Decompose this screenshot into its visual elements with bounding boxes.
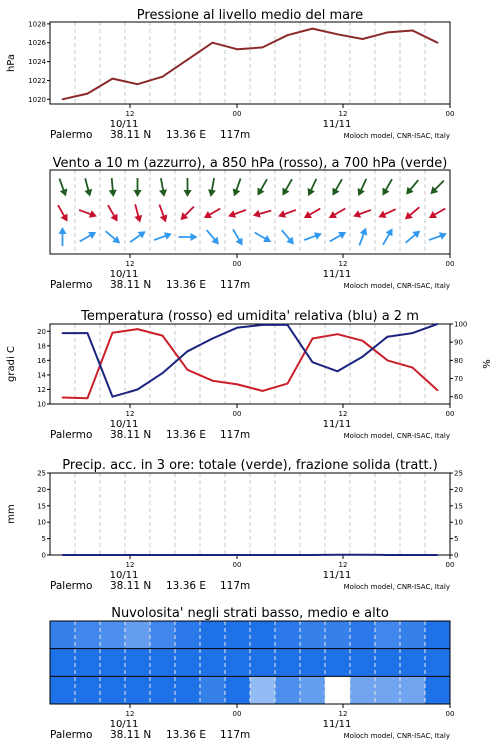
location-city: Palermo [50,580,93,592]
date-label: 10/11 [109,570,139,581]
data-point [312,338,314,340]
date-label: 11/11 [322,119,352,130]
data-point [262,390,264,392]
y-tick-label-right: 10 [454,518,463,527]
data-point [162,76,164,78]
y-tick-label: 15 [37,502,46,511]
cloud-cell [100,676,125,704]
model-label: Moloch model, CNR-ISAC, Italy [343,583,450,591]
data-point [412,554,414,556]
cloud-cell [125,621,150,649]
cloud-cell [225,649,250,677]
y-tick-label: 25 [37,469,46,478]
location-elevation: 117m [220,279,251,291]
cloud-cell [400,621,425,649]
wind-arrow [329,177,345,197]
wind-arrow [56,177,70,198]
cloud-cell [350,649,375,677]
wind-arrow [402,204,422,222]
cloud-cell [275,676,300,704]
location-city: Palermo [50,129,93,141]
cloud-cell [375,649,400,677]
wind-arrow [279,177,295,197]
y-axis-label: gradi C [6,346,17,382]
chart-title: Pressione al livello medio del mare [136,8,364,23]
wind-arrow [153,230,174,244]
location-city: Palermo [50,729,93,741]
x-tick-label: 00 [445,710,455,718]
data-point [437,323,439,325]
data-point [87,397,89,399]
location-lat: 38.11 N [110,129,152,141]
cloud-cell [275,649,300,677]
chart-title: Vento a 10 m (azzurro), a 850 hPa (rosso), a 700 hPa (verde) [52,156,448,171]
location-lat: 38.11 N [110,429,152,441]
y-tick-label-right: 90 [454,338,463,347]
x-tick-label: 00 [445,260,455,268]
wind-arrow [230,227,246,247]
cloud-cell [275,621,300,649]
data-point [312,554,314,556]
cloud-cell [125,676,150,704]
wind-arrow [207,177,218,197]
data-point [212,380,214,382]
cloud-cell [200,676,225,704]
data-point [362,38,364,40]
wind-arrow [103,228,123,246]
y-tick-label: 5 [41,535,46,544]
data-point [287,34,289,36]
x-tick-label: 12 [338,110,348,118]
wind-arrow [253,229,273,245]
data-point [287,383,289,385]
arrow-head [305,188,315,198]
x-tick-label: 00 [232,110,242,118]
data-point [87,332,89,334]
cloud-cell [150,621,175,649]
wind-arrow [403,228,423,246]
model-label: Moloch model, CNR-ISAC, Italy [343,432,450,440]
wind-arrow [356,226,370,247]
panel-2 [50,170,454,291]
data-point [312,28,314,30]
model-label: Moloch model, CNR-ISAC, Italy [343,282,450,290]
arrow-head [360,226,370,235]
arrow-head [263,235,273,245]
wind-arrow [428,178,447,197]
y-tick-label-right: 100 [454,320,468,329]
wind-arrow [302,205,322,221]
wind-arrow [178,204,197,223]
cloud-cell [50,621,75,649]
data-point [112,332,114,334]
cloud-cell [375,676,400,704]
arrow-head [61,214,71,224]
model-label: Moloch model, CNR-ISAC, Italy [343,732,450,740]
wind-arrow [204,228,222,248]
arrow-head [134,190,142,197]
wind-arrow [277,206,298,220]
y-tick-label-right: 15 [454,502,463,511]
y-tick-label: 1024 [28,58,46,67]
arrow-head [88,229,98,239]
data-point [212,554,214,556]
data-point [412,332,414,334]
data-point [62,397,64,399]
x-tick-label: 12 [338,410,348,418]
x-tick-label: 12 [338,561,348,569]
location-lat: 38.11 N [110,279,152,291]
data-point [237,327,239,329]
data-point [362,340,364,342]
data-point [287,554,289,556]
location-elevation: 117m [220,129,251,141]
x-tick-label: 00 [232,561,242,569]
cloud-cell [375,621,400,649]
data-point [137,83,139,85]
plot-frame [50,473,450,555]
cloud-cell [150,649,175,677]
x-tick-label: 00 [232,260,242,268]
x-tick-label: 00 [445,410,455,418]
x-tick-label: 12 [125,710,135,718]
model-label: Moloch model, CNR-ISAC, Italy [343,132,450,140]
wind-arrow [81,177,94,197]
arrow-head [202,211,212,221]
data-point [137,554,139,556]
chart-title: Nuvolosita' negli strati basso, medio e alto [111,606,389,621]
y-tick-label: 20 [37,327,46,336]
location-lon: 13.36 E [166,279,207,291]
wind-arrow [230,177,244,198]
arrow-head [352,210,361,220]
x-tick-label: 00 [232,410,242,418]
cloud-cell [100,649,125,677]
cloud-cell [325,676,350,704]
data-point [162,335,164,337]
y-tick-label: 10 [37,518,46,527]
wind-arrow [227,206,248,220]
data-point [237,554,239,556]
arrow-head [377,211,387,221]
y-tick-label-right: 80 [454,356,463,365]
wind-arrow [131,203,144,223]
wind-arrow [279,228,297,248]
location-elevation: 117m [220,729,251,741]
arrow-head [252,210,261,220]
location-lon: 13.36 E [166,429,207,441]
location-city: Palermo [50,279,93,291]
y-axis-label: hPa [6,53,17,73]
data-point [437,554,439,556]
wind-arrow [303,230,324,244]
y-tick-label: 1028 [28,20,46,29]
plot-frame [50,22,450,104]
date-label: 10/11 [109,119,139,130]
y-tick-label: 16 [37,356,46,365]
panel-3 [6,321,493,442]
data-point [212,338,214,340]
data-point [187,369,189,371]
data-point [387,32,389,34]
cloud-cell [325,649,350,677]
cloud-cell [325,621,350,649]
data-point [112,396,114,398]
cloud-cell [75,649,100,677]
location-elevation: 117m [220,429,251,441]
data-point [262,47,264,49]
date-label: 11/11 [322,570,352,581]
data-point [412,367,414,369]
arrow-head [111,214,121,224]
cloud-cell [425,621,450,649]
wind-arrow [379,177,395,197]
wind-arrow [78,206,99,220]
arrow-head [159,189,168,197]
data-point [387,336,389,338]
wind-arrow [202,205,222,221]
y-tick-label-right: 0 [454,551,459,560]
data-point [387,360,389,362]
x-tick-label: 12 [125,561,135,569]
location-city: Palermo [50,429,93,441]
date-label: 10/11 [109,269,139,280]
y-tick-label: 1026 [28,39,46,48]
wind-arrow [252,207,272,220]
arrow-head [207,189,216,197]
y-tick-label: 1022 [28,76,46,85]
data-point [262,324,264,326]
cloud-cell [350,676,375,704]
arrow-head [109,190,118,198]
wind-arrow [55,203,71,223]
arrow-head [191,233,198,241]
panel-1 [6,20,454,141]
data-point [187,350,189,352]
data-point [137,389,139,391]
wind-arrow [179,233,198,241]
arrow-head [89,210,98,220]
location-lon: 13.36 E [166,129,207,141]
arrow-head [184,190,192,197]
location-lon: 13.36 E [166,580,207,592]
cloud-cell [350,621,375,649]
data-point [337,370,339,372]
x-tick-label: 12 [338,710,348,718]
data-point [112,78,114,80]
y-tick-label: 20 [37,485,46,494]
cloud-cell [200,649,225,677]
x-tick-label: 12 [125,410,135,418]
data-point [287,324,289,326]
wind-arrow [78,229,98,245]
cloud-cell [175,676,200,704]
data-point [137,328,139,330]
data-point [212,42,214,44]
data-point [312,361,314,363]
data-point [87,554,89,556]
wind-arrow [305,177,320,198]
date-label: 10/11 [109,719,139,730]
x-tick-label: 00 [445,561,455,569]
x-tick-label: 12 [125,110,135,118]
y-tick-label-right: 5 [454,535,459,544]
cloud-cell [300,676,325,704]
data-point [337,554,339,556]
x-tick-label: 00 [445,110,455,118]
data-point [412,30,414,32]
cloud-cell [150,676,175,704]
arrow-head [254,188,264,198]
cloud-cell [425,676,450,704]
cloud-cell [300,649,325,677]
wind-arrow [108,178,118,198]
data-point [62,554,64,556]
arrow-head [134,215,144,224]
data-point [112,554,114,556]
wind-arrow [355,177,370,198]
data-point [62,98,64,100]
data-point [262,554,264,556]
arrow-head [84,189,94,198]
arrow-head [138,228,148,239]
cloud-cell [225,676,250,704]
y-axis-label: mm [6,504,17,524]
arrow-head [439,230,448,240]
wind-arrow [105,203,121,223]
arrow-head [427,211,437,221]
cloud-cell [75,676,100,704]
cloud-cell [50,649,75,677]
arrow-head [379,188,389,198]
arrow-head [160,214,170,223]
arrow-head [338,229,348,239]
y-tick-label: 14 [37,371,46,380]
wind-arrow [328,229,348,245]
arrow-head [327,211,337,221]
wind-arrow [377,206,398,221]
cloud-cell [250,621,275,649]
cloud-cell [250,676,275,704]
panel-4 [6,470,463,593]
wind-arrow [380,226,396,246]
cloud-cell [425,649,450,677]
data-point [362,356,364,358]
chart-title: Temperatura (rosso) ed umidita' relativa (blu) a 2 m [81,309,419,324]
data-point [237,384,239,386]
y-tick-label: 1020 [28,95,46,104]
cloud-cell [175,649,200,677]
data-point [87,93,89,95]
arrow-head [314,230,323,240]
cloud-cell [225,621,250,649]
y-tick-label-right: 70 [454,375,463,384]
wind-arrow [59,227,67,246]
data-point [187,59,189,61]
data-point [237,48,239,50]
wind-arrow [403,178,421,198]
y-tick-label: 10 [37,400,46,409]
y-tick-label: 18 [37,342,46,351]
data-point [337,33,339,35]
arrow-head [60,188,70,197]
cloud-cell [400,676,425,704]
arrow-head [279,188,289,198]
wind-arrow [327,205,347,221]
wind-arrow [184,178,192,197]
y-tick-label-right: 25 [454,469,463,478]
date-label: 11/11 [322,719,352,730]
cloud-cell [125,649,150,677]
location-lon: 13.36 E [166,729,207,741]
data-point [337,333,339,335]
data-point [62,332,64,334]
wind-arrow [134,178,142,197]
wind-arrow [254,177,270,197]
chart-title: Precip. acc. in 3 ore: totale (verde), frazione solida (tratt.) [62,458,438,473]
y-axis-label-right: % [482,359,493,369]
wind-arrow [352,206,373,220]
y-tick-label-right: 60 [454,393,463,402]
arrow-head [386,226,396,236]
data-point [437,42,439,44]
arrow-head [236,238,246,248]
data-point [162,554,164,556]
arrow-head [302,211,312,221]
cloud-cell [100,621,125,649]
y-tick-label: 0 [41,551,46,560]
arrow-head [329,188,339,198]
data-point [362,554,364,556]
y-tick-label: 12 [37,385,46,394]
wind-arrow [157,177,168,197]
date-label: 10/11 [109,419,139,430]
arrow-head [277,210,286,220]
wind-arrow [428,230,449,244]
arrow-head [164,230,173,240]
y-tick-label-right: 20 [454,485,463,494]
cloud-cell [300,621,325,649]
x-tick-label: 00 [232,710,242,718]
cloud-cell [250,649,275,677]
arrow-head [227,210,236,220]
arrow-head [59,227,67,234]
cloud-cell [75,621,100,649]
data-point [387,554,389,556]
data-point [187,554,189,556]
wind-arrow [427,205,447,221]
arrow-head [355,188,365,198]
x-tick-label: 12 [338,260,348,268]
wind-arrow [128,228,148,245]
data-point [437,389,439,391]
data-point [162,372,164,374]
wind-arrow [156,203,170,224]
x-tick-label: 12 [125,260,135,268]
location-lat: 38.11 N [110,729,152,741]
location-elevation: 117m [220,580,251,592]
cloud-cell [50,676,75,704]
arrow-head [230,188,240,197]
cloud-cell [175,621,200,649]
date-label: 11/11 [322,269,352,280]
cloud-cell [400,649,425,677]
cloud-cell [200,621,225,649]
location-lat: 38.11 N [110,580,152,592]
date-label: 11/11 [322,419,352,430]
